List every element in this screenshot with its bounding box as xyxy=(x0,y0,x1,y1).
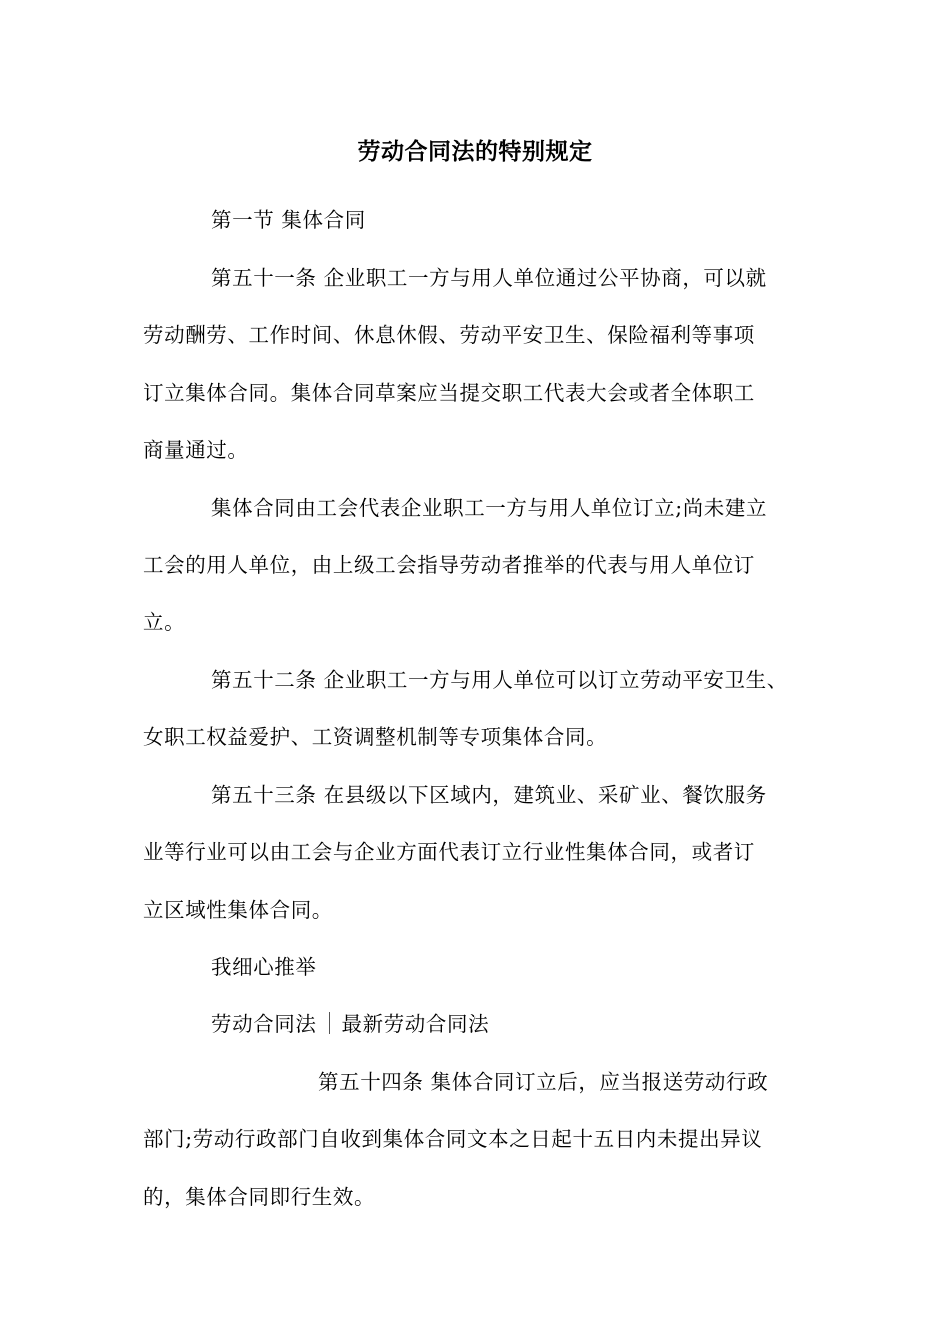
recommend-heading: 我细心推举 xyxy=(211,955,317,979)
paragraph-line: 立。 xyxy=(143,610,186,634)
paragraph-line: 部门;劳动行政部门自收到集体合同文本之日起十五日内未提出异议 xyxy=(143,1127,763,1151)
paragraph-line: 女职工权益爱护、工资调整机制等专项集体合同。 xyxy=(143,725,608,749)
paragraph-line: 第五十四条 集体合同订立后，应当报送劳动行政 xyxy=(318,1070,769,1094)
link-labor-contract-law[interactable]: 劳动合同法 xyxy=(211,1012,317,1036)
paragraph-line: 第五十三条 在县级以下区域内，建筑业、采矿业、餐饮服务 xyxy=(211,783,767,807)
section-heading: 第一节 集体合同 xyxy=(211,208,366,232)
paragraph-line: 集体合同由工会代表企业职工一方与用人单位订立;尚未建立 xyxy=(211,496,768,520)
paragraph-line: 订立集体合同。集体合同草案应当提交职工代表大会或者全体职工 xyxy=(143,381,755,405)
paragraph-line: 工会的用人单位，由上级工会指导劳动者推举的代表与用人单位订 xyxy=(143,553,755,577)
paragraph-line: 劳动酬劳、工作时间、休息休假、劳动平安卫生、保险福利等事项 xyxy=(143,323,755,347)
paragraph-line: 的，集体合同即行生效。 xyxy=(143,1185,376,1209)
paragraph-line: 立区域性集体合同。 xyxy=(143,898,333,922)
link-latest-labor-contract-law[interactable]: 最新劳动合同法 xyxy=(341,1012,490,1036)
paragraph-line: 第五十二条 企业职工一方与用人单位可以订立劳动平安卫生、 xyxy=(211,668,788,692)
paragraph-line: 业等行业可以由工会与企业方面代表订立行业性集体合同，或者订 xyxy=(143,840,755,864)
recommend-links xyxy=(211,1009,901,1039)
link-separator xyxy=(329,1012,330,1034)
paragraph-line: 商量通过。 xyxy=(143,438,249,462)
document-title: 劳动合同法的特别规定 xyxy=(357,138,593,165)
paragraph-line: 第五十一条 企业职工一方与用人单位通过公平协商，可以就 xyxy=(211,266,767,290)
